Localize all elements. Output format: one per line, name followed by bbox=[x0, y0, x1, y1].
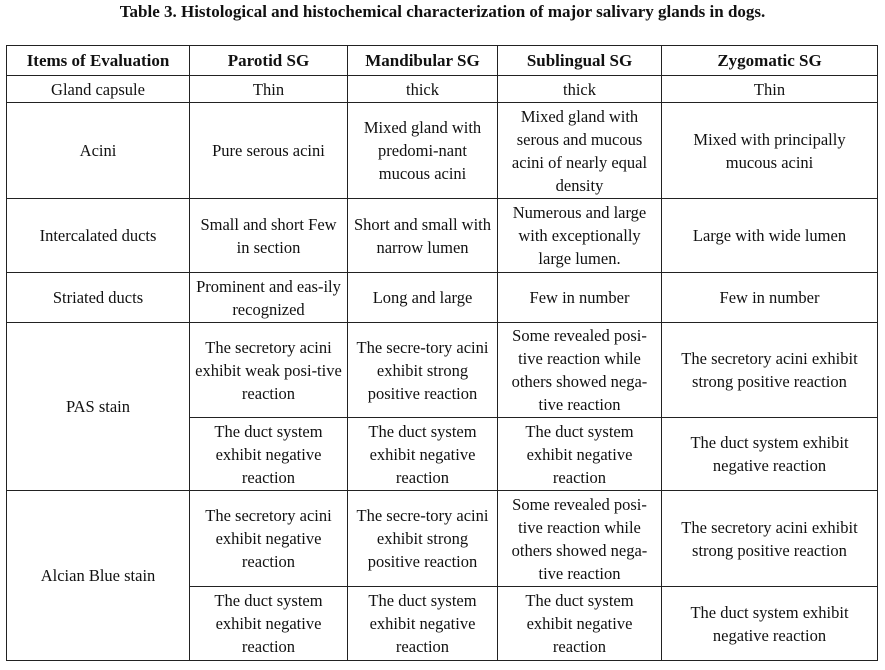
cell: The duct system exhibit negative reaction bbox=[190, 587, 348, 661]
cell: Mixed gland with serous and mucous acini of nearly equal density bbox=[498, 103, 662, 199]
cell: The duct system exhibit negative reaction bbox=[498, 418, 662, 491]
cell: Some revealed posi-tive reaction while others showed nega-tive reaction bbox=[498, 491, 662, 587]
header-items: Items of Evaluation bbox=[7, 46, 190, 76]
table-row bbox=[7, 273, 878, 323]
cell: Mixed with principally mucous acini bbox=[662, 103, 878, 199]
cell: Few in number bbox=[498, 273, 662, 323]
row-label: Striated ducts bbox=[7, 273, 190, 323]
cell: The duct system exhibit negative reaction bbox=[662, 587, 878, 661]
cell: The duct system exhibit negative reaction bbox=[498, 587, 662, 661]
table-row bbox=[7, 199, 878, 273]
cell: The secretory acini exhibit strong positive reaction bbox=[662, 323, 878, 418]
cell: thick bbox=[348, 76, 498, 103]
table-caption: Table 3. Histological and histochemical characterization of major salivary glands in dogs. bbox=[119, 2, 766, 21]
row-label: Intercalated ducts bbox=[7, 199, 190, 273]
cell: thick bbox=[498, 76, 662, 103]
row-label-pas: PAS stain bbox=[7, 323, 190, 491]
header-mandibular: Mandibular SG bbox=[348, 46, 498, 76]
cell: Numerous and large with exceptionally large lumen. bbox=[498, 199, 662, 273]
cell: Short and small with narrow lumen bbox=[348, 199, 498, 273]
cell: The secre-tory acini exhibit strong positive reaction bbox=[348, 323, 498, 418]
cell: Prominent and eas-ily recognized bbox=[190, 273, 348, 323]
cell: Small and short Few in section bbox=[190, 199, 348, 273]
table-row bbox=[7, 491, 878, 587]
cell: Thin bbox=[662, 76, 878, 103]
cell: Mixed gland with predomi-nant mucous acini bbox=[348, 103, 498, 199]
salivary-gland-table bbox=[6, 45, 878, 661]
table-row bbox=[7, 103, 878, 199]
cell: Large with wide lumen bbox=[662, 199, 878, 273]
header-sublingual: Sublingual SG bbox=[498, 46, 662, 76]
cell: Long and large bbox=[348, 273, 498, 323]
row-label: Gland capsule bbox=[7, 76, 190, 103]
table-row bbox=[7, 323, 878, 418]
cell: Some revealed posi-tive reaction while others showed nega-tive reaction bbox=[498, 323, 662, 418]
cell: Few in number bbox=[662, 273, 878, 323]
header-zygomatic: Zygomatic SG bbox=[662, 46, 878, 76]
cell: The duct system exhibit negative reaction bbox=[348, 418, 498, 491]
cell: Pure serous acini bbox=[190, 103, 348, 199]
cell: The secretory acini exhibit strong positive reaction bbox=[662, 491, 878, 587]
cell: Thin bbox=[190, 76, 348, 103]
row-label: Acini bbox=[7, 103, 190, 199]
table-row bbox=[7, 76, 878, 103]
cell: The secre-tory acini exhibit strong positive reaction bbox=[348, 491, 498, 587]
cell: The duct system exhibit negative reaction bbox=[662, 418, 878, 491]
cell: The secretory acini exhibit weak posi-tive reaction bbox=[190, 323, 348, 418]
cell: The duct system exhibit negative reaction bbox=[348, 587, 498, 661]
header-parotid: Parotid SG bbox=[190, 46, 348, 76]
cell: The duct system exhibit negative reaction bbox=[190, 418, 348, 491]
cell: The secretory acini exhibit negative reaction bbox=[190, 491, 348, 587]
header-row bbox=[7, 46, 878, 76]
row-label-alcian: Alcian Blue stain bbox=[7, 491, 190, 661]
